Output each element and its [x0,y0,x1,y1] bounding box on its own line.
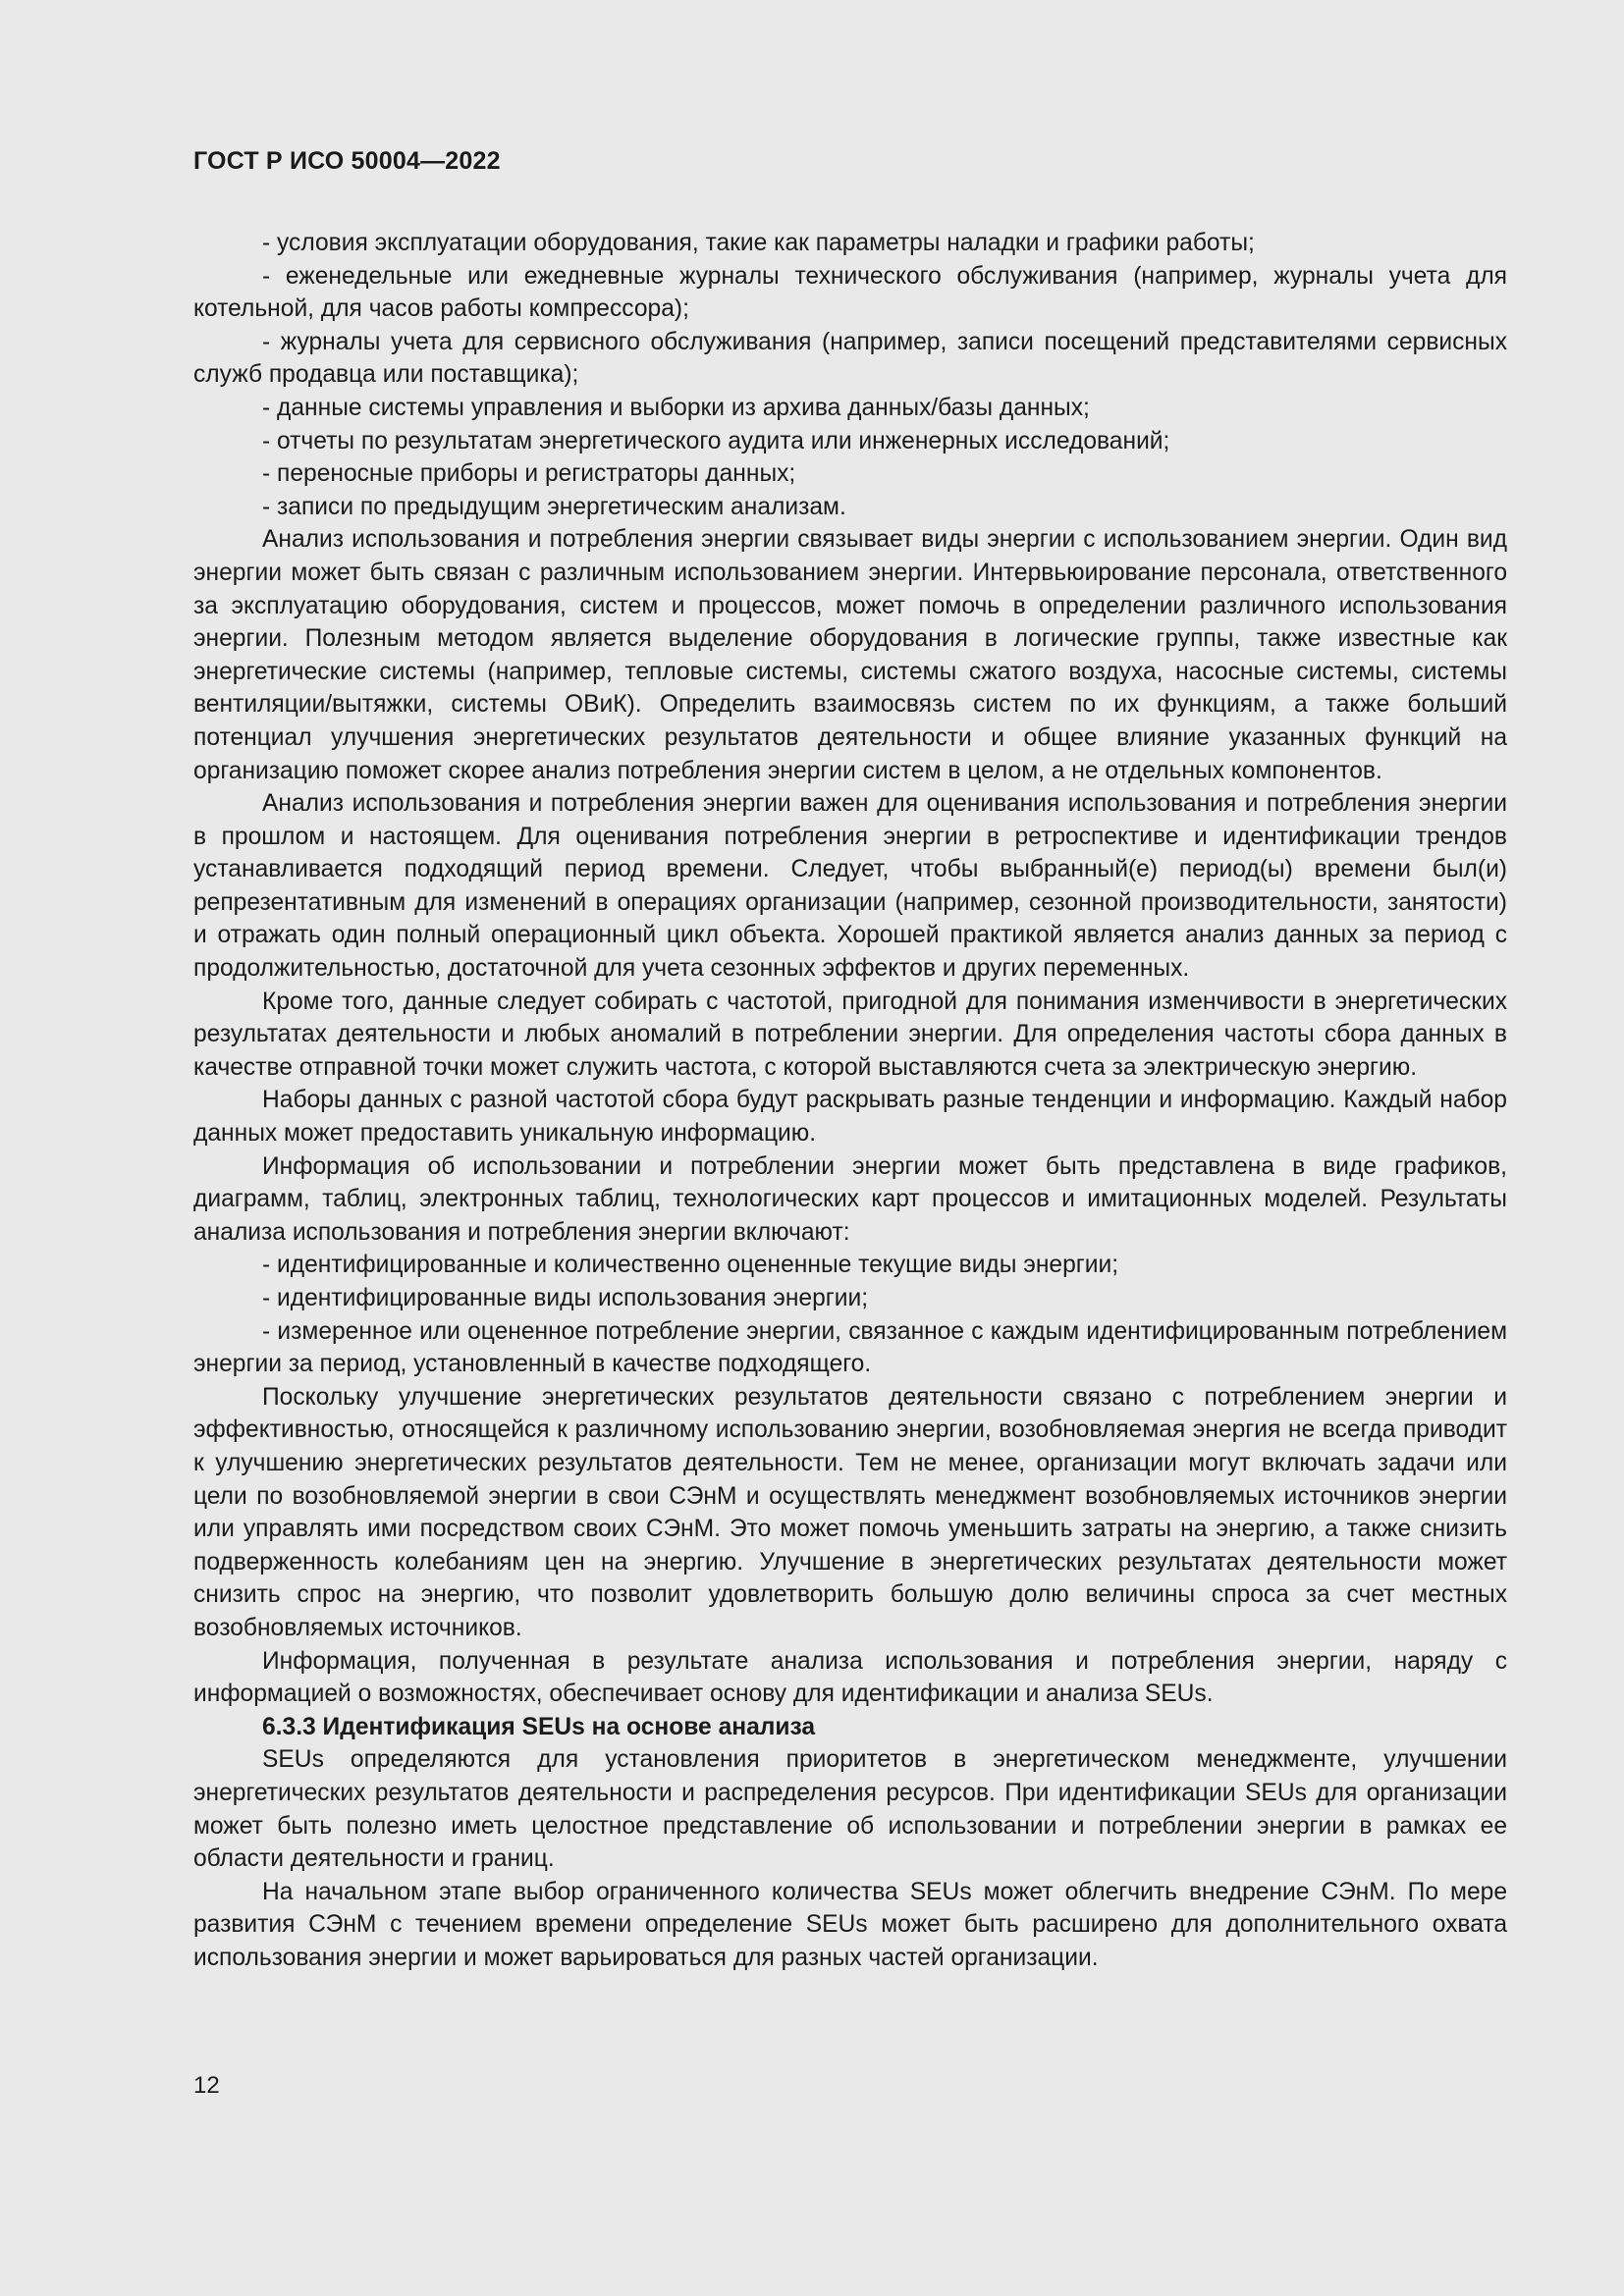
list-item: - переносные приборы и регистраторы данных; [262,460,796,488]
paragraph: Анализ использования и потребления энергии важен для оценивания использования и потребления энергии в прошлом и настоящем. Для оценивания потребления энергии в ретроспективе и идентификации трендов устанавливается подходящий период времени. Следует, чтобы выбранный(е) период(ы) времени был(и) репрезентативным для изменений в операциях организации (например, сезонной производительности, занятости) и отражать один полный операционный цикл объекта. Хорошей практикой является анализ данных за период с продолжительностью, достаточной для учета сезонных эффектов и других переменных. [193,790,1507,983]
paragraph: Информация об использовании и потреблении энергии может быть представлена в виде графиков, диаграмм, таблиц, электронных таблиц, технологических карт процессов и имитационных моделей. Результаты анализа использования и потребления энергии включают: [193,1152,1507,1246]
paragraph: На начальном этапе выбор ограниченного количества SEUs может облегчить внедрение СЭнМ. По мере развития СЭнМ с течением времени определение SEUs может быть расширено для дополнительного охвата использования энергии и может варьироваться для разных частей организации. [193,1878,1507,1971]
paragraph: Поскольку улучшение энергетических результатов деятельности связано с потреблением энергии и эффективностью, относящейся к различному использованию энергии, возобновляемая энергия не всегда приводит к улучшению энергетических результатов деятельности. Тем не менее, организации могут включать задачи или цели по возобновляемой энергии в свои СЭнМ и осуществлять менеджмент возобновляемых источников энергии или управлять ими посредством своих СЭнМ. Это может помочь уменьшить затраты на энергию, а также снизить подверженность колебаниям цен на энергию. Улучшение в энергетических результатах деятельности может снизить спрос на энергию, что позволит удовлетворить большую долю величины спроса за счет местных возобновляемых источников. [193,1383,1507,1641]
list-item: - идентифицированные виды использования энергии; [262,1285,869,1311]
paragraph: Анализ использования и потребления энергии связывает виды энергии с использованием энергии. Один вид энергии может быть связан с различным использованием энергии. Интервьюирование персонала, ответственного за эксплуатацию оборудования, систем и процессов, может помочь в определении различного использования энергии. Полезным методом является выделение оборудования в логические группы, также известные как энергетические системы (например, тепловые системы, системы сжатого воздуха, насосные системы, системы вентиляции/вытяжки, системы ОВиК). Определить взаимосвязь систем по их функциям, а также больший потенциал улучшения энергетических результатов деятельности и общее влияние указанных функций на организацию поможет скорее анализ потребления энергии систем в целом, а не отдельных компонентов. [193,526,1507,784]
document-header: ГОСТ Р ИСО 50004—2022 [193,147,501,175]
paragraph: Информация, полученная в результате анализа использования и потребления энергии, наряду с информацией о возможностях, обеспечивает основу для идентификации и анализа SEUs. [193,1647,1507,1708]
document-body [193,227,1507,1974]
list-item: - условия эксплуатации оборудования, такие как параметры наладки и графики работы; [262,230,1255,256]
list-item: - идентифицированные и количественно оцененные текущие виды энергии; [262,1252,1119,1279]
list-item: - журналы учета для сервисного обслуживания (например, записи посещений представителями сервисных служб продавца или поставщика); [193,328,1507,389]
paragraph: Кроме того, данные следует собирать с частотой, пригодной для понимания изменчивости в энергетических результатах деятельности и любых аномалий в потреблении энергии. Для определения частоты сбора данных в качестве отправной точки может служить частота, с которой выставляются счета за электрическую энергию. [193,988,1507,1081]
paragraph: SEUs определяются для установления приоритетов в энергетическом менеджменте, улучшении энергетических результатов деятельности и распределения ресурсов. При идентификации SEUs для организации может быть полезно иметь целостное представление об использовании и потреблении энергии в рамках ее области деятельности и границ. [193,1746,1507,1873]
list-item: - данные системы управления и выборки из архива данных/базы данных; [262,394,1090,421]
section-heading: 6.3.3 Идентификация SEUs на основе анализа [262,1713,816,1740]
list-item: - измеренное или оцененное потребление энергии, связанное с каждым идентифицированным потреблением энергии за период, установленный в качестве подходящего. [193,1317,1507,1378]
list-item: - еженедельные или ежедневные журналы технического обслуживания (например, журналы учета для котельной, для часов работы компрессора); [193,262,1507,323]
list-item: - записи по предыдущим энергетическим анализам. [262,493,846,520]
page-number: 12 [193,2072,220,2099]
list-item: - отчеты по результатам энергетического аудита или инженерных исследований; [262,427,1170,454]
paragraph: Наборы данных с разной частотой сбора будут раскрывать разные тенденции и информацию. Каждый набор данных может предоставить уникальную информацию. [193,1087,1507,1148]
